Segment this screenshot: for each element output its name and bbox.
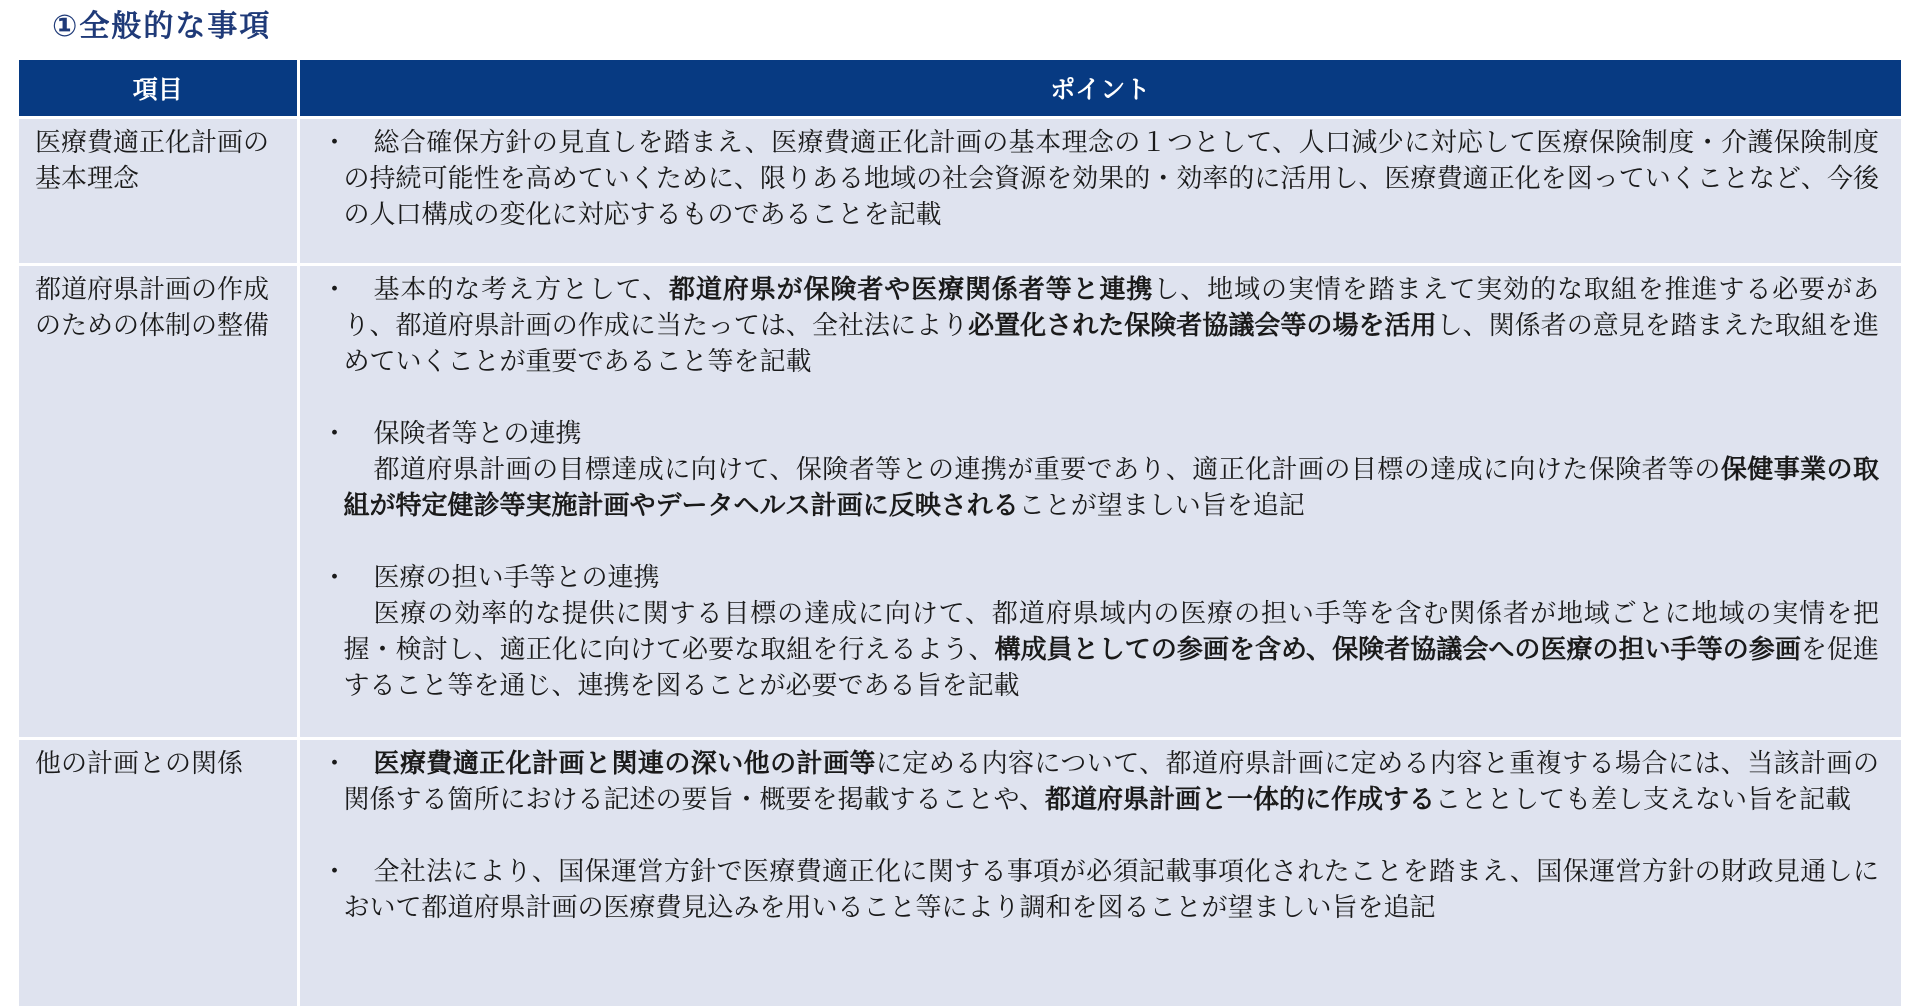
text-segment: ことが望ましい旨を追記 (1019, 491, 1305, 521)
bold-text: 必置化された保険者協議会等の場を活用 (968, 311, 1436, 341)
bullet-dot-icon: ・ (322, 854, 342, 890)
text-segment: 医療の効率的な提供に関する目標の達成に向けて、都道府県域内の医療の担い手等を含む関係者が地域ごとに地域の実情を把握・検討し、適正化に向けて必要な取組を行えるよう、 (344, 599, 1880, 665)
bold-text: 構成員としての参画を含め、保険者協議会への医療の担い手等の参画 (995, 635, 1801, 665)
bullet-point (322, 416, 1880, 524)
bold-text: 都道府県が保険者や医療関係者等と連携 (669, 275, 1153, 305)
row-item-label: 医療費適正化計画の基本理念 (19, 118, 298, 265)
text-segment: し、関係者の意見を踏まえた取組を進めていくことが重要であること等を記載 (344, 311, 1879, 377)
row-points (298, 118, 1901, 265)
text-segment: 都道府県計画の目標達成に向けて、保険者等との連携が重要であり、適正化計画の目標の達成に向けた保険者等の (374, 455, 1721, 485)
bullet-dot-icon: ・ (322, 125, 342, 161)
bold-text: 医療費適正化計画と関連の深い他の計画等 (374, 749, 876, 779)
row-points (298, 265, 1901, 739)
bullet-text (344, 452, 1880, 524)
bullet-dot-icon: ・ (322, 560, 342, 596)
text-segment: し、地域の実情を踏まえて実効的な取組を推進する必要があり、都道府県計画の作成に当たっては、全社法により (344, 275, 1879, 341)
bullet-point (322, 560, 1880, 704)
bullet-point (322, 746, 1880, 818)
section-title: ①全般的な事項 (52, 2, 271, 52)
text-segment: 全社法により、国保運営方針で医療費適正化に関する事項が必須記載事項化されたことを踏まえ、国保運営方針の財政見通しにおいて都道府県計画の医療費見込みを用いること等により調和を図ることが望ましい旨を追記 (344, 857, 1880, 923)
text-segment: こととしても差し支えない旨を記載 (1435, 785, 1851, 815)
bullet-title: 医療の担い手等との連携 (344, 560, 1880, 596)
bullet-title: 保険者等との連携 (344, 416, 1880, 452)
row-points (298, 739, 1901, 1006)
header-point: ポイント (298, 60, 1901, 118)
bullet-point (322, 125, 1880, 233)
bullet-text (344, 854, 1880, 926)
table-header-row (19, 60, 1901, 118)
bullet-dot-icon: ・ (322, 272, 342, 308)
bullet-text (344, 596, 1880, 704)
bold-text: 保健事業の取組が特定健診等実施計画やデータヘルス計画に反映される (344, 455, 1880, 521)
text-segment: 総合確保方針の見直しを踏まえ、医療費適正化計画の基本理念の１つとして、人口減少に対応して医療保険制度・介護保険制度の持続可能性を高めていくために、限りある地域の社会資源を効果的・効率的に活用し、医療費適正化を図っていくことなど、今後の人口構成の変化に対応するものであることを記載 (344, 128, 1880, 230)
bullet-point (322, 854, 1880, 926)
bold-text: 都道府県計画と一体的に作成する (1045, 785, 1435, 815)
table-row (19, 739, 1901, 1006)
bullet-text (344, 746, 1880, 818)
row-item-label: 都道府県計画の作成のための体制の整備 (19, 265, 298, 739)
points-table (19, 60, 1901, 1006)
text-segment: を促進すること等を通じ、連携を図ることが必要である旨を記載 (344, 635, 1879, 701)
bullet-text (344, 125, 1880, 233)
bullet-dot-icon: ・ (322, 416, 342, 452)
header-item: 項目 (19, 60, 298, 118)
text-segment: 基本的な考え方として、 (374, 275, 669, 305)
bullet-point (322, 272, 1880, 380)
row-item-label: 他の計画との関係 (19, 739, 298, 1006)
table-row (19, 118, 1901, 265)
bullet-dot-icon: ・ (322, 746, 342, 782)
bullet-text (344, 272, 1880, 380)
text-segment: に定める内容について、都道府県計画に定める内容と重複する場合には、当該計画の関係する箇所における記述の要旨・概要を掲載することや、 (344, 749, 1880, 815)
table-row (19, 265, 1901, 739)
